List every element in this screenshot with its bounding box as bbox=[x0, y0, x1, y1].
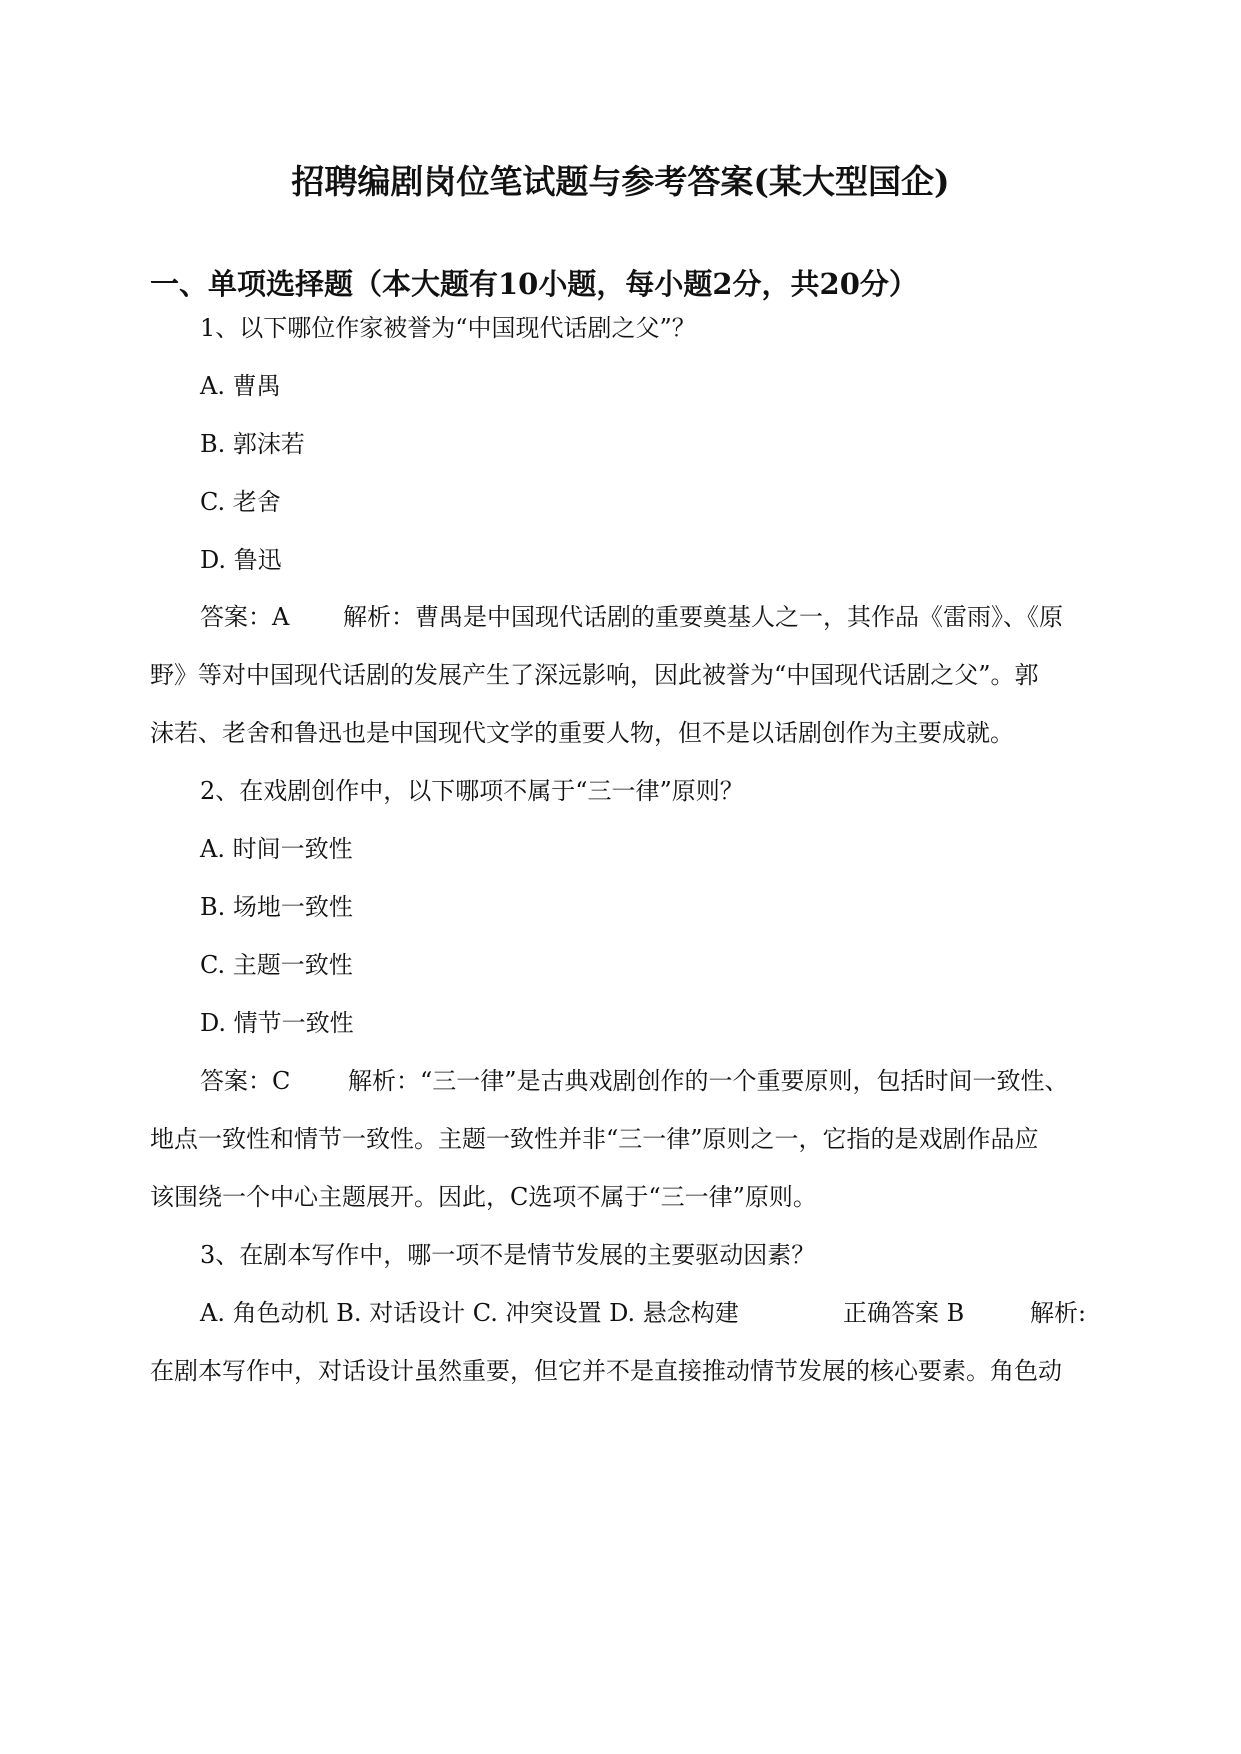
question-1-analysis-line-2: 野》等对中国现代话剧的发展产生了深远影响，因此被誉为“中国现代话剧之父”。郭 bbox=[150, 661, 1039, 689]
question-1-stem: 1、以下哪位作家被誉为“中国现代话剧之父”？ bbox=[200, 314, 696, 342]
question-2-analysis-line-2: 地点一致性和情节一致性。主题一致性并非“三一律”原则之一，它指的是戏剧作品应 bbox=[150, 1125, 1039, 1153]
question-1-option-d: D. 鲁迅 bbox=[200, 546, 282, 574]
section-heading: 一、单项选择题（本大题有10小题，每小题2分，共20分） bbox=[150, 267, 918, 301]
question-2-option-d: D. 情节一致性 bbox=[200, 1009, 354, 1037]
question-1-answer: 答案：A bbox=[200, 603, 290, 631]
question-2-answer: 答案：C bbox=[200, 1067, 291, 1095]
question-2-analysis-line-1: 解析：“三一律”是古典戏剧创作的一个重要原则，包括时间一致性、 bbox=[348, 1067, 1069, 1095]
question-2-option-a: A. 时间一致性 bbox=[200, 835, 353, 863]
question-1-option-c: C. 老舍 bbox=[200, 488, 281, 516]
question-2-analysis-line-3: 该围绕一个中心主题展开。因此，C选项不属于“三一律”原则。 bbox=[150, 1183, 817, 1211]
question-1-analysis-line-3: 沫若、老舍和鲁迅也是中国现代文学的重要人物，但不是以话剧创作为主要成就。 bbox=[150, 719, 1014, 747]
question-1-option-a: A. 曹禺 bbox=[200, 372, 281, 400]
question-1-option-b: B. 郭沫若 bbox=[200, 430, 305, 458]
document-title: 招聘编剧岗位笔试题与参考答案(某大型国企) bbox=[291, 162, 950, 201]
question-3-stem: 3、在剧本写作中，哪一项不是情节发展的主要驱动因素？ bbox=[200, 1241, 816, 1269]
question-2-stem: 2、在戏剧创作中，以下哪项不属于“三一律”原则？ bbox=[200, 777, 744, 805]
question-2-option-c: C. 主题一致性 bbox=[200, 951, 353, 979]
question-3-analysis-lead: 解析: bbox=[1030, 1299, 1087, 1327]
question-3-analysis-line-1: 在剧本写作中，对话设计虽然重要，但它并不是直接推动情节发展的核心要素。角色动 bbox=[150, 1357, 1062, 1385]
question-1-analysis-line-1: 解析：曹禺是中国现代话剧的重要奠基人之一，其作品《雷雨》、《原 bbox=[343, 603, 1063, 631]
question-3-options: A. 角色动机 B. 对话设计 C. 冲突设置 D. 悬念构建 bbox=[200, 1299, 739, 1327]
question-3-answer: 正确答案 B bbox=[843, 1299, 965, 1327]
question-2-option-b: B. 场地一致性 bbox=[200, 893, 353, 921]
